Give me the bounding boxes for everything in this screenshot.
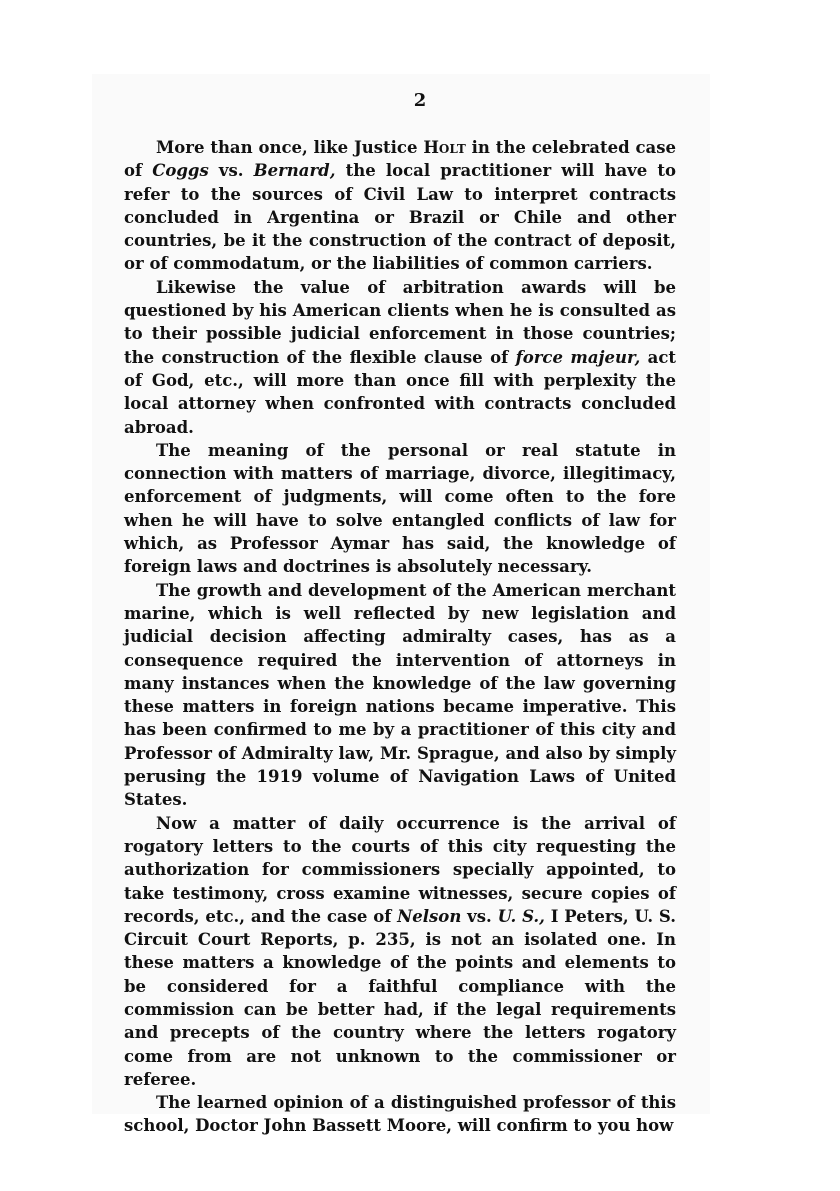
paragraph-1 [124, 136, 676, 276]
case-vs: vs. [208, 161, 254, 181]
paragraph-2-text-b: act of God, etc., will more than once fill with perplexity the local attorney when confronted with contracts concluded abroad. [124, 347, 676, 437]
case-name-nelson: Nelson [397, 906, 462, 926]
paragraph-1-text-a: More than once, like Justice [156, 138, 424, 157]
case-vs: vs. [461, 906, 498, 926]
term-force-majeur: force majeur, [515, 347, 641, 367]
paragraph-1-text-b: in the celebrated case of [124, 138, 676, 181]
paragraph-6: The learned opinion of a distinguished professor of this school, Doctor John Bassett Moore, will confirm to you how [124, 1093, 676, 1136]
paragraph-2-text-a: Likewise the value of arbitration awards will be questioned by his American clients when he is consulted as to their possible judicial enforcement in those countries; the construction of the flexible clause of [124, 277, 676, 367]
case-name-coggs: Coggs [152, 161, 209, 181]
paragraph-1-text-c: the local practitioner will have to refer to the sources of Civil Law to interpret contracts concluded in Argentina or Brazil or Chile and other countries, be it the construction of the contract of deposit, or of commodatum, or the liabilities of common carriers. [124, 161, 676, 274]
paragraph-3: The meaning of the personal or real statute in connection with matters of marriage, divorce, illegitimacy, enforcement of judgments, will come often to the fore when he will have to solve entangled conflicts of law for which, as Professor Aymar has said, the knowledge of foreign laws and doctrines is absolutely necessary. [124, 440, 676, 577]
paragraph-5-text-b: I Peters, U. S. Circuit Court Reports, p. 235, is not an isolated one. In these matters a knowledge of the points and elements to be considered for a faithful compliance with the commission can be better had, if the legal requirements and precepts of the country where the letters rogatory come from are not unknown to the commissioner or referee. [124, 906, 676, 1089]
paragraph-4: The growth and development of the American merchant marine, which is well reflected by new legislation and judicial decision affecting admiralty cases, has as a consequence required the intervention of attorneys in many instances when the knowledge of the law governing these matters in foreign nations became imperative. This has been confirmed to me by a practitioner of this city and Professor of Admiralty law, Mr. Sprague, and also by simply perusing the 1919 volume of Navigation Laws of United States. [124, 580, 676, 810]
body-text [124, 136, 676, 1138]
name-holt: Holt [423, 138, 466, 157]
case-name-us: U. S., [497, 906, 545, 926]
paragraph-5-text-a: Now a matter of daily occurrence is the arrival of rogatory letters to the courts of this city requesting the authorization for commissioners specially appointed, to take testimony, cross examine witnesses, secure copies of records, etc., and the case of [124, 813, 676, 926]
case-name-bernard: Bernard, [253, 161, 336, 181]
page-number: 2 [413, 90, 427, 111]
paragraph-5 [124, 812, 676, 1092]
paragraph-2 [124, 276, 676, 439]
